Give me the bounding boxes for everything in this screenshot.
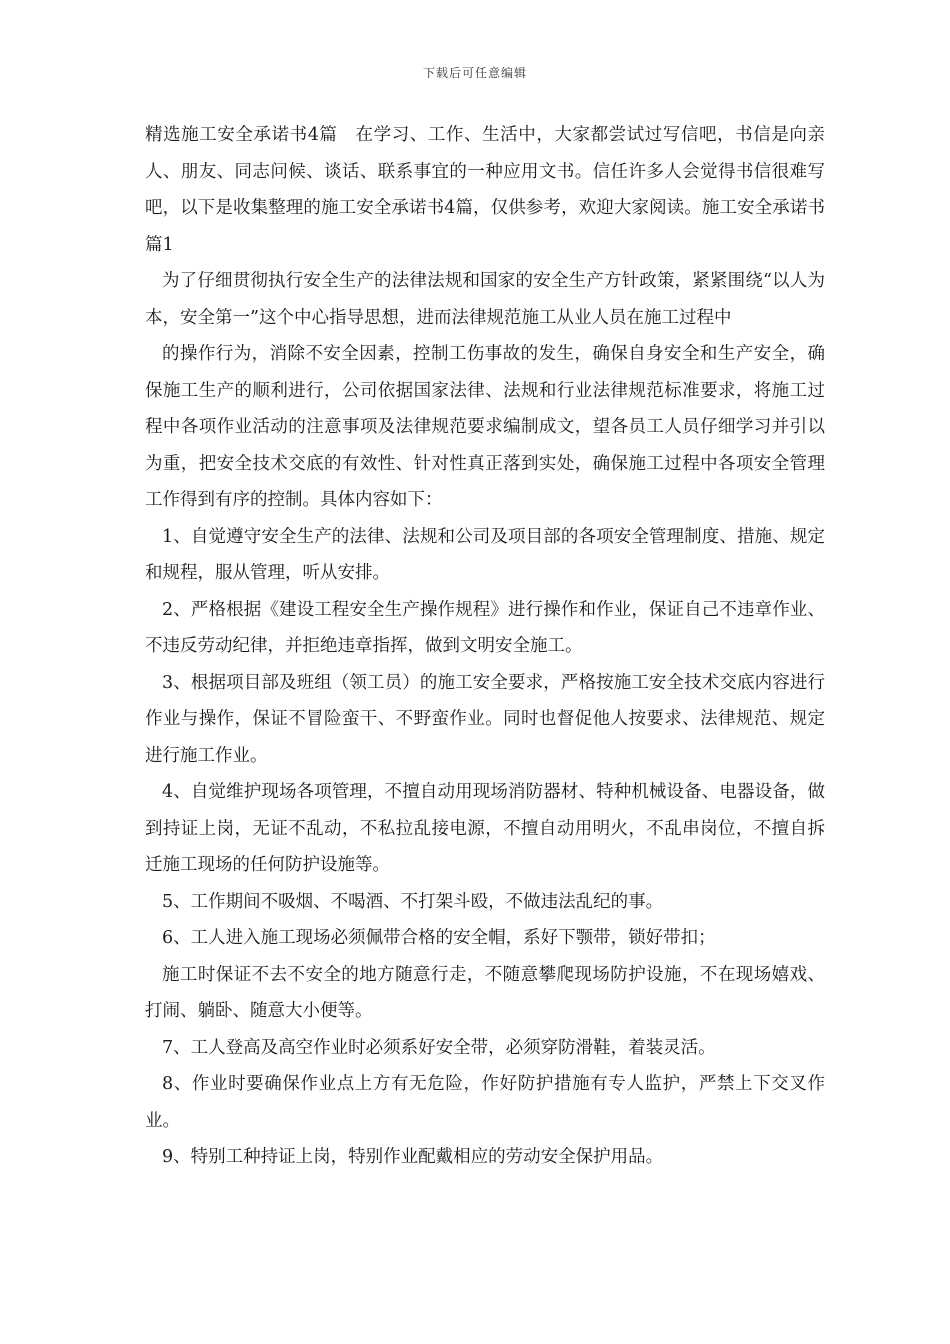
body-paragraph: 施工时保证不去不安全的地方随意行走，不随意攀爬现场防护设施，不在现场嬉戏、打闹、躺卧、随意大小便等。 [145, 964, 825, 1021]
document-body [145, 117, 825, 1176]
list-item: 1、自觉遵守安全生产的法律、法规和公司及项目部的各项安全管理制度、措施、规定和规程，服从管理，听从安排。 [145, 526, 825, 583]
list-item: 2、严格根据《建设工程安全生产操作规程》进行操作和作业，保证自己不违章作业、不违反劳动纪律，并拒绝违章指挥，做到文明安全施工。 [145, 599, 825, 656]
list-item: 7、工人登高及高空作业时必须系好安全带，必须穿防滑鞋，着装灵活。 [162, 1037, 716, 1058]
body-paragraph: 为了仔细贯彻执行安全生产的法律法规和国家的安全生产方针政策，紧紧围绕“以人为本，安全第一”这个中心指导思想，进而法律规范施工从业人员在施工过程中 [145, 271, 825, 328]
list-item: 8、作业时要确保作业点上方有无危险，作好防护措施有专人监护，严禁上下交叉作业。 [145, 1074, 825, 1131]
list-item: 9、特别工种持证上岗，特别作业配戴相应的劳动安全保护用品。 [162, 1147, 664, 1167]
list-item: 4、自觉维护现场各项管理，不擅自动用现场消防器材、特种机械设备、电器设备，做到持证上岗，无证不乱动，不私拉乱接电源，不擅自动用明火，不乱串岗位，不擅自拆迁施工现场的任何防护设施等。 [145, 782, 825, 875]
body-paragraph: 的操作行为，消除不安全因素，控制工伤事故的发生，确保自身安全和生产安全，确保施工生产的顺利进行，公司依据国家法律、法规和行业法律规范标准要求，将施工过程中各项作业活动的注意事项及法律规范要求编制成文，望各员工人员仔细学习并引以为重，把安全技术交底的有效性、针对性真正落到实处，确保施工过程中各项安全管理工作得到有序的控制。具体内容如下： [145, 344, 825, 510]
page-header: 下载后可任意编辑 [422, 66, 527, 80]
list-item: 6、工人进入施工现场必须佩带合格的安全帽，系好下颚带，锁好带扣； [162, 928, 716, 948]
list-item: 3、根据项目部及班组（领工员）的施工安全要求，严格按施工安全技术交底内容进行作业与操作，保证不冒险蛮干、不野蛮作业。同时也督促他人按要求、法律规范、规定进行施工作业。 [145, 672, 825, 766]
intro-paragraph: 精选施工安全承诺书4篇 在学习、工作、生活中，大家都尝试过写信吧，书信是向亲人、朋友、同志问候、谈话、联系事宜的一种应用文书。信任许多人会觉得书信很难写吧，以下是收集整理的施工安全承诺书4篇，仅供参考，欢迎大家阅读。施工安全承诺书 篇1 [145, 125, 825, 255]
list-item: 5、工作期间不吸烟、不喝酒、不打架斗殴，不做违法乱纪的事。 [162, 891, 664, 912]
